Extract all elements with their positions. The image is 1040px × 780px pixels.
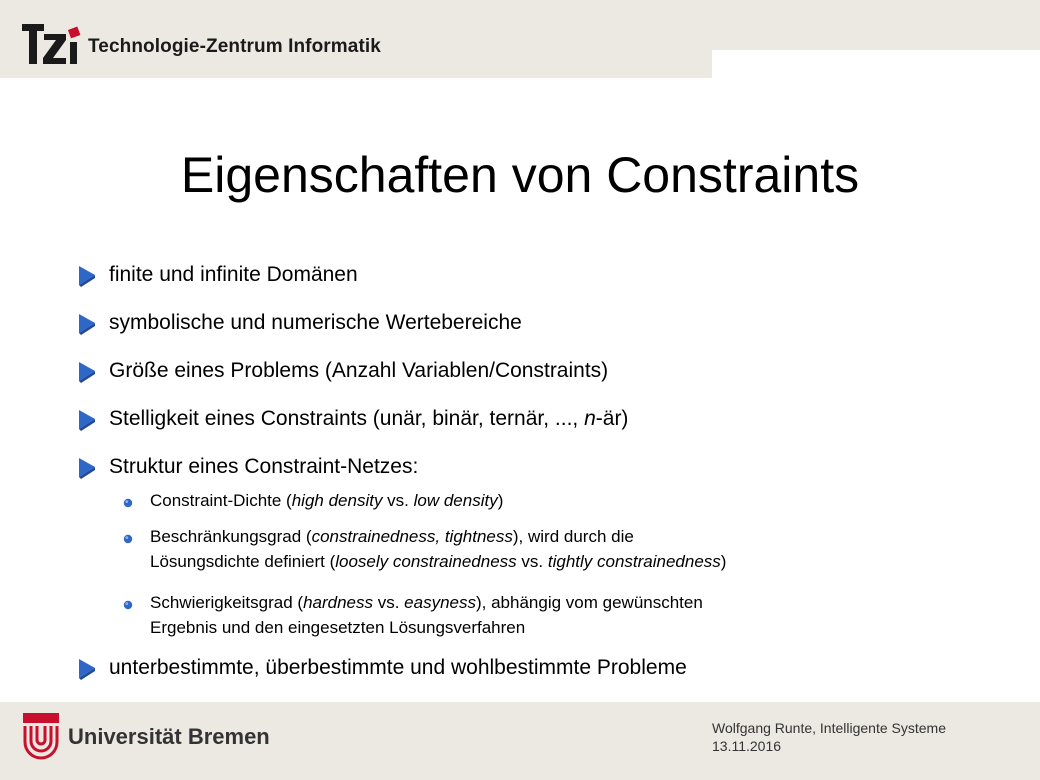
bullet-arrow-icon (78, 265, 96, 289)
sub-bullet-text (150, 525, 634, 549)
footer-info (712, 719, 946, 755)
university-name: Universität Bremen (68, 724, 270, 749)
text-run: vs. (382, 491, 414, 510)
sub-bullet-dot-icon (123, 498, 133, 508)
text-run: vs. (516, 552, 548, 571)
bullet-arrow-icon (78, 457, 96, 481)
sub-bullet-text (150, 616, 525, 640)
italic-term: tightly constrainedness (547, 552, 721, 571)
italic-term: hardness (303, 593, 373, 612)
text-run: vs. (373, 593, 405, 612)
bullet-arrow-icon (78, 313, 96, 337)
text-run: -är) (595, 407, 629, 430)
organization-name: Technologie-Zentrum Informatik (88, 36, 381, 57)
bullet-item (0, 656, 1040, 696)
slide-title: Eigenschaften von Constraints (180, 147, 860, 203)
text-run: Beschränkungsgrad ( (150, 527, 312, 546)
author-line: Wolfgang Runte, Intelligente Systeme (712, 720, 946, 736)
universitaet-bremen-logo-icon (22, 712, 60, 764)
sub-bullet-text (150, 489, 503, 513)
sub-bullet-dot-icon (123, 600, 133, 610)
bullet-item (0, 359, 1040, 399)
bullet-arrow-icon (78, 409, 96, 433)
bullet-text (109, 263, 358, 287)
text-run: symbolische und numerische Wertebereiche (109, 311, 522, 334)
bullet-text (109, 311, 522, 335)
text-run: Schwierigkeitsgrad ( (150, 593, 304, 612)
italic-term: high density (291, 491, 383, 510)
bullet-arrow-icon (78, 658, 96, 682)
presentation-date: 13.11.2016 (712, 738, 782, 754)
bullet-text (109, 407, 628, 431)
text-run: Struktur eines Constraint-Netzes: (109, 455, 419, 478)
bullet-arrow-icon (78, 361, 96, 385)
sub-bullet-dot-icon (123, 534, 133, 544)
italic-term: low density (413, 491, 498, 510)
bullet-item (0, 263, 1040, 303)
text-run: unterbestimmte, überbestimmte und wohlbestimmte Probleme (109, 656, 687, 679)
text-run: Größe eines Problems (Anzahl Variablen/Constraints) (109, 359, 609, 382)
italic-term: n (584, 407, 596, 430)
bullet-item (0, 311, 1040, 351)
text-run: finite und infinite Domänen (109, 263, 358, 286)
text-run: Lösungsdichte definiert ( (150, 552, 336, 571)
text-run: Stelligkeit eines Constraints (unär, binär, ternär, ..., (109, 407, 585, 430)
italic-term: easyness (404, 593, 476, 612)
text-run: ), wird durch die (512, 527, 634, 546)
text-run: ), abhängig vom gewünschten (476, 593, 703, 612)
text-run: Ergebnis und den eingesetzten Lösungsverfahren (150, 618, 526, 637)
italic-term: constrainedness, tightness (311, 527, 513, 546)
bullet-item (0, 407, 1040, 447)
bullet-text (109, 455, 418, 479)
text-run: ) (497, 491, 504, 510)
bullet-text (109, 359, 608, 383)
sub-bullet-text (150, 591, 703, 615)
bullet-text (109, 656, 687, 680)
text-run: ) (720, 552, 727, 571)
sub-bullet-text (150, 550, 726, 574)
italic-term: loosely constrainedness (335, 552, 517, 571)
text-run: Constraint-Dichte ( (150, 491, 292, 510)
